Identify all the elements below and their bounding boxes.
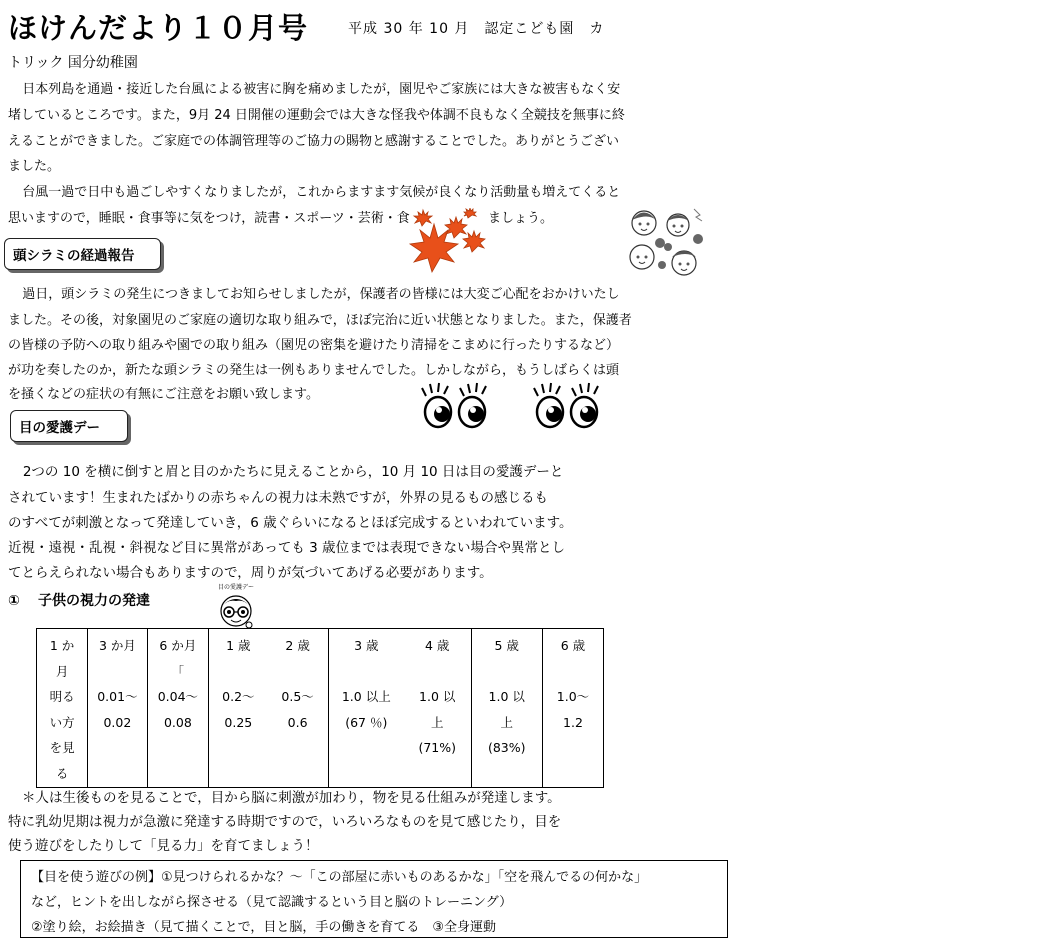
table-cell	[268, 629, 329, 788]
eye-line: てとらえられない場合もありますので，周りが気づいてあげる必要があります。	[8, 565, 493, 581]
intro-line: 思いますので，睡眠・食事等に気をつけ，読書・スポーツ・芸術・食	[8, 211, 410, 226]
vision-development-table	[36, 628, 604, 788]
eye-line: のすべてが刺激となって発達していき，6 歳ぐらいになるとほぼ完成するといわれています。	[8, 515, 573, 531]
vision-subheading	[8, 590, 150, 610]
eye-line: されています！生まれたばかりの赤ちゃんの視力は未熟ですが，外界の見るもの感じるも	[8, 490, 548, 506]
note-line: 使う遊びをしたりして「見る力」を育てましょう！	[8, 838, 319, 854]
table-cell	[328, 629, 404, 788]
box-line: 【目を使う遊びの例】①見つけられるかな？～「この部屋に赤いものあるかな」「空を飛んでるの何かな」	[31, 870, 648, 885]
lice-line: の皆様の予防への取り組みや園での取り組み（園児の密集を避けたり清掃をこまめに行ったりするなど）	[8, 338, 620, 353]
intro-line: ましょう。	[488, 211, 554, 226]
lice-line: を掻くなどの症状の有無にご注意をお願い致します。	[8, 387, 319, 402]
intro-line: ました。	[8, 159, 61, 174]
cell-text: 1 歳 0.2～ 0.25	[222, 638, 255, 730]
table-cell	[209, 629, 268, 788]
cell-text: 5 歳 1.0 以 上 (83%)	[487, 638, 526, 755]
lice-line: ました。その後，対象園児のご家庭の適切な取り組みで，ほぼ完治に近い状態となりました。また，保護者	[8, 313, 632, 328]
eyes-illustration	[420, 382, 606, 430]
box-line: ②塗り絵，お絵描き（見て描くことで，目と脳，手の働きを育てる ③全身運動	[31, 920, 497, 935]
issue-date: 平成 30 年 10 月 認定こども園 カ	[348, 21, 605, 37]
intro-line: 台風一過で日中も過ごしやすくなりましたが，これからますます気候が良くなり活動量も増えてくると	[22, 185, 621, 200]
mascot-face-icon	[214, 591, 258, 631]
subheading-title: 子供の視力の発達	[38, 593, 150, 609]
lice-report-heading: 頭シラミの経過報告	[4, 238, 161, 270]
table-cell	[542, 629, 603, 788]
newsletter-title: ほけんだより１０月号	[8, 11, 309, 45]
cell-text: 2 歳 0.5～ 0.6	[281, 638, 314, 730]
note-line: 特に乳幼児期は視力が急激に発達する時期ですので，いろいろなものを見て感じたり，目を	[8, 814, 562, 830]
lice-line: が功を奏したのか，新たな頭シラミの発生は一例もありませんでした。しかしながら，もうしばらくは頭	[8, 363, 620, 378]
eye-line: 近視・遠視・乱視・斜視など目に異常があっても 3 歳位までは表現できない場合や異常とし	[8, 540, 566, 556]
lice-line: 過日，頭シラミの発生につきましてお知らせしましたが，保護者の皆様には大変ご心配をおかけいたし	[22, 287, 620, 302]
eye-day-heading: 目の愛護デー	[10, 410, 128, 442]
children-faces-illustration	[628, 205, 708, 280]
school-name: トリック 国分幼稚園	[8, 55, 138, 71]
cell-text: 4 歳 1.0 以 上 (71%)	[418, 638, 456, 755]
table-cell	[37, 629, 88, 788]
box-line: など，ヒントを出しながら探させる（見て認識するという目と脳のトレーニング）	[31, 895, 513, 910]
cell-text: 6 歳 1.0～ 1.2	[556, 638, 590, 730]
eye-day-mascot	[214, 582, 258, 630]
table-cell	[404, 629, 471, 788]
maple-leaves-illustration	[406, 208, 488, 278]
cell-text: 6 か月 「 0.04～ 0.08	[157, 638, 199, 730]
intro-line: 堵しているところです。また，9月 24 日開催の運動会では大きな怪我や体調不良もなく全競技を無事に終	[8, 108, 625, 123]
intro-line: 日本列島を通過・接近した台風による被害に胸を痛めましたが，園児やご家族には大きな被害もなく安	[22, 82, 621, 97]
intro-line: えることができました。ご家庭での体調管理等のご協力の賜物と感謝することでした。ありがとうござい	[8, 134, 620, 149]
eye-line: 2つの 10 を横に倒すと眉と目のかたちに見えることから，10 月 10 日は目の愛護デーと	[22, 464, 564, 480]
cell-text: 3 歳 1.0 以上 (67 ％)	[341, 638, 391, 730]
note-line: ＊人は生後ものを見ることで，目から脳に刺激が加わり，物を見る仕組みが発達します。	[22, 790, 561, 806]
cell-text: 3 か月 0.01～ 0.02	[97, 638, 138, 730]
mascot-label: 目の愛護デー	[217, 584, 254, 591]
eye-play-examples-box	[20, 860, 728, 938]
table-cell	[88, 629, 148, 788]
table-cell	[147, 629, 208, 788]
table-cell	[471, 629, 542, 788]
subheading-number: ①	[8, 593, 20, 609]
cell-text: 1 か 月 明る い方 を見 る	[49, 638, 75, 781]
